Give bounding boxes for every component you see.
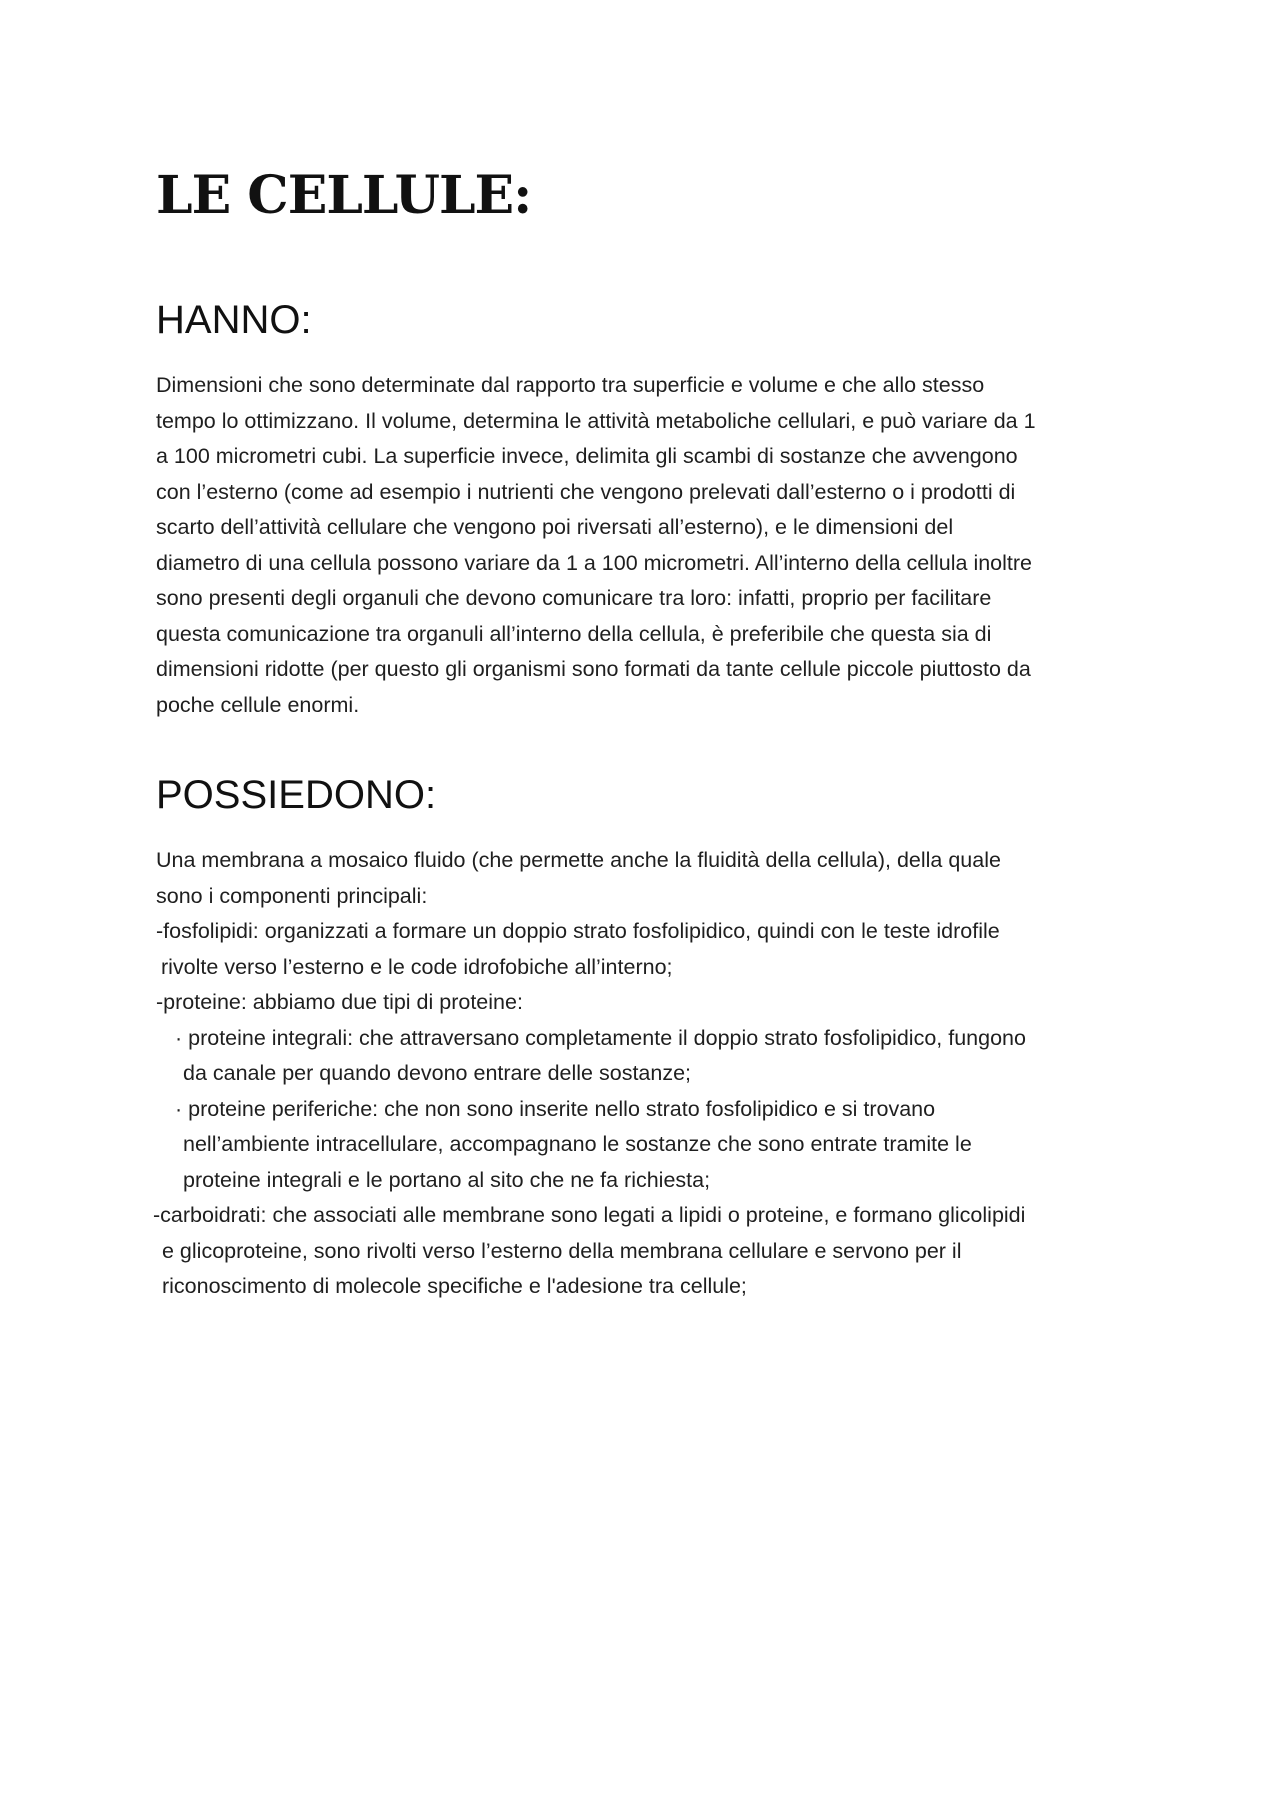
text-line: dimensioni ridotte (per questo gli organismi sono formati da tante cellule piccole piuttosto da: [156, 657, 1031, 681]
sub-list-item-integrali: · proteine integrali: che attraversano completamente il doppio strato fosfolipidico, fungono: [175, 1025, 1026, 1050]
section-heading-possiedono: POSSIEDONO:: [156, 773, 437, 817]
text-line: tempo lo ottimizzano. Il volume, determina le attività metaboliche cellulari, e può variare da 1: [156, 408, 1036, 433]
section-heading-hanno: HANNO:: [156, 298, 312, 342]
text-line: con l’esterno (come ad esempio i nutrienti che vengono prelevati dall’esterno o i prodotti di: [156, 479, 1016, 504]
text-line: poche cellule enormi.: [156, 692, 360, 717]
page-title: LE CELLULE:: [156, 165, 532, 226]
text-line: Una membrana a mosaico fluido (che permette anche la fluidità della cellula), della quale: [156, 848, 1001, 872]
sub-list-item-continuation: proteine integrali e le portano al sito che ne fa richiesta;: [183, 1167, 711, 1192]
section-paragraph-hanno: [156, 368, 1036, 723]
text-line: sono presenti degli organuli che devono comunicare tra loro: infatti, proprio per facilitare: [156, 586, 992, 610]
text-line: Dimensioni che sono determinate dal rapporto tra superficie e volume e che allo stesso: [156, 373, 985, 397]
section-paragraph-possiedono: [153, 843, 1026, 1305]
list-item-carboidrati: -carboidrati: che associati alle membrane sono legati a lipidi o proteine, e formano glicolipidi: [153, 1203, 1026, 1227]
sub-list-item-continuation: nell’ambiente intracellulare, accompagnano le sostanze che sono entrate tramite le: [183, 1132, 972, 1156]
text-line: a 100 micrometri cubi. La superficie invece, delimita gli scambi di sostanze che avvengono: [156, 444, 1018, 468]
text-line: scarto dell’attività cellulare che vengono poi riversati all’esterno), e le dimensioni del: [156, 515, 954, 539]
text-line: questa comunicazione tra organuli all’interno della cellula, è preferibile che questa sia di: [156, 621, 992, 646]
list-item-continuation: rivolte verso l’esterno e le code idrofobiche all’interno;: [161, 954, 673, 979]
sub-list-item-continuation: da canale per quando devono entrare delle sostanze;: [183, 1061, 692, 1085]
sub-list-item-periferiche: · proteine periferiche: che non sono inserite nello strato fosfolipidico e si trovano: [175, 1096, 936, 1121]
text-line: sono i componenti principali:: [156, 883, 428, 908]
list-item-continuation: riconoscimento di molecole specifiche e l'adesione tra cellule;: [162, 1274, 747, 1298]
list-item-fosfolipidi: -fosfolipidi: organizzati a formare un doppio strato fosfolipidico, quindi con le teste idrofile: [156, 919, 1000, 943]
list-item-continuation: e glicoproteine, sono rivolti verso l’esterno della membrana cellulare e servono per il: [162, 1238, 962, 1263]
text-line: diametro di una cellula possono variare da 1 a 100 micrometri. All’interno della cellula inoltre: [156, 550, 1032, 575]
list-item-proteine: -proteine: abbiamo due tipi di proteine:: [156, 990, 523, 1014]
